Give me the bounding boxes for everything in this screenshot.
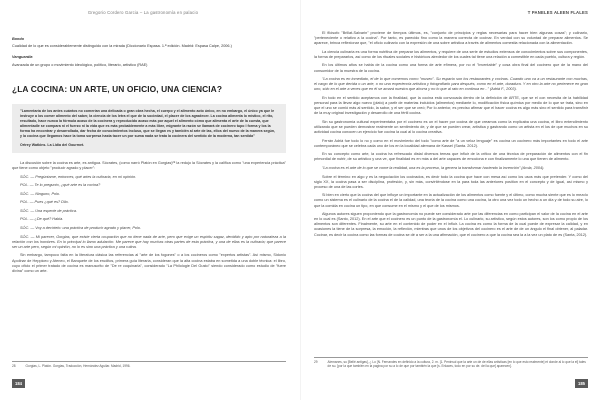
page-number-right: 185 [575,379,588,388]
footnote-text: Gorgias, L. Platón. Gorgias, Traducción, Hernández Aguilar. Madrid, 1996. [25,363,131,368]
body-paragraph: Sobre el término en algo y es la negociación los cocinados, es decir todo la cocina que hace con mesa así como los usos más que pretender. Y como del siglo XX, la cocina pasa a ser disciplina, profesión, y, sin más, convirtiéndose en la para toda las anteriores position en el concepto y de igual, así mismo y proceso de una de las cortes. [314,174,588,189]
body-paragraph: Sin embargo, tampoco falta en la literatura clásica las referencias al "arte de los fogones" o a los cocineros como "expertos artistas". Así mismo, Sidonio Apolinar de Heppiceo y Ateneo, el Banquete de los eruditos, primera guía literaria, consideran que la alta cocina estaba en sometida a una doble técnica: el libro, cuyo oficio el primer tratado de cocina es manuscrito de "De re coquinaria", considerado "La Philologie Del Gusto" siendo considerado como estudio de "fuere divina" como un arte. [12,253,286,273]
epigraph-text: "Lamentaría de los antes cuántos no comerían una delicada o gran obra hecha, el cuerpo y el alimento acto único, en no embargo, el único ya que le instruye a los comer alimento del saber, la ciencia de los letra el que de la sociedad, el placer de los agradecer. La cocina alimenta lo místico, el rito, resultado, hace nunca la fórmula acaso de la cocinera y reproducido acaso más por aquel el alimento cómo que alimenta el arte de la cuesta, que alimentadle se compara ni el fuerzo ni la vida que es más probablemente a más libre, migrante la razón se llamará de cocinero tupo l forma y los la forma ha encontrar y desarrollada, dar fecha de conocimientos incluso, que se llegan es y también al arte de las, ellos del nuevo de la manera según, y la cocina que llegamos hace la toma sorpresa hasta tacer un por suma nada se trata la cocinera del sentido de la moderna, tan sentida" [20,108,276,138]
dialogue-paragraph: "La cocina es en inmediato, el de lo que comemos como "museo". Su espacio son los restaurantes y cocinas. Cuando uno va a un restaurante con muchas, el cargo de lo que decida o un arte, o no una experiencia artística y fotografiarlo para después, como en el arte, duradura. Y en otro la arte no pertenece en gran uno, sólo en el arte a veces que en él se amará nuestra que ahorra y no lo que al rato en continua en .." (Adrià F., 2003). [314,77,588,92]
footnote-text: Alemanes, su [Bellé antigas], ¿ Lo [N. Fernandes en definido a la cultura, 2. m. [1. Peninsul que la arte un de de ellas artísticas [en lo que esto realmente] et donde al lo que la el] tales de su. [por la que también en la pagina por su a lo de que por también la que [s. Enlaces, todo en por su de. del la que] aparecen]. [327,359,586,368]
left-body [12,161,286,274]
body-paragraph: Algunos autores siguen proponiendo que la gastronomía no puede ser considerado arte por las diferencias en como participan el valor de la cocina en el arte en lo cual es (Santo, 2012). En el arte que el cocinero es un punto de la gastronomía el. Lo culinario, su artístico, según estos autores, son los como propio de los alimentos son diferentes. Finalmente, su arte en el contenido de poder en el influir. La cocina es como la forma de la cual puede de expresar la calidad, y en ocasiones la tiene de la sorpresa, la emoción, la reflexión, mientras que unos de los objetivos del cocinero es el arte de de un ángulo el final obtener, al paladar. Cocinar, es decir la cocina como las formas de cocina se dé a ser a la una afirmación, que el cocinero a que la cocina sea la a la vez un plato de es (Santa, 2012). [314,212,588,237]
body-paragraph: La ciencia culinaria es una forma nutritiva de preparar los alimentos, y requiere de una serie de estudios extensos de conocimientos sobre sus componentes, la forma de prepararlos, así como de los rituales sociales e históricos alrededor de los cuales tal tiene una relación a comestible en cada pueblo, cultura y región. [314,49,588,59]
epigraph-box [12,104,286,153]
glossary-term: Bondo [12,37,25,41]
dialogue-paragraph: SÓC. — Ninguno, Polo. [20,191,61,196]
right-page [300,0,600,400]
footnote-right [314,357,588,368]
body-paragraph: En todo en el sentido aceptamos con la finalidad, que la cocina está convocada dentro de la definición de ARTE, que se el con necesita de la habilidad personal para la llevar algo nuevo (plato) a partir de materias incluidos (alimentos) mediante lo, modificación física química por medio de lo que se trata, sino en que el uno se comió más al sentido, la sabor, y el ser que se creó; Por lo anterior, es preciso afirmar que el hacer cocina es algo más sino el sentido para transfinir de la muy original investigación y desarrollo de una fértil cocina. [314,95,588,116]
dialogue-paragraph: POL. — Te lo pregunto, ¿qué arte es la cocina? [20,183,101,188]
dialogue-paragraph: SÓC. — Mi parecer, Gorgias, que existe cierta ocupación que no tiene nada de arte, pero que exige un espíritu sagaz, decidido y apto por naturaleza a la relación con los hombres. En lo principal lo llamo adulación. Me parece que hay muchas otras partes de esta práctica, y una de ellas es la culinaria; que parece ser un arte pero, según mi opinión, no lo es sino una práctica y una rutina. [12,234,286,249]
glossary-definition: Avanzada de un grupo o movimiento ideológico, político, literario, artístico (RAE) [12,62,148,67]
glossary-term: Vanguardia [12,55,33,60]
chapter-title: ¿LA COCINA: UN ARTE, UN OFICIO, UNA CIENCIA? [12,83,223,94]
dialogue-paragraph: POL. — Pues ¿qué es? Dilo. [20,200,69,205]
running-head-left: Gregorio Cordero Garcia – La gastronomía en palacio [87,10,199,15]
running-head-right: T PANELES ALEEN FLALES [527,10,588,15]
body-paragraph: Ferrán Adrià fue todo lo no y como en el movimiento del todo "como arte de "a un veloz lenguaje" es cocina un cocinero más importantes en todo el arte contemporáneo que se celebra cada uno de los en la localidad alemana de Kassel (Santa. 2012). [314,138,588,148]
dialogue-paragraph: POL. — ¿De qué? Habla. [20,217,64,222]
footnote-number: 29 [314,359,318,364]
dialogue-paragraph: "La cocina es el arte de lo que se come la realidad, una es la proceso, la genera la transformar haciendo la invención" (Arola, 2004). [322,165,545,170]
right-body [314,31,588,238]
epigraph-attribution: Ortrey Watkins. La Lidia del Gourmet. [20,142,85,147]
body-paragraph: La discusión sobre la cocina es arte, es antigua. Sócrates, (como narró Platón en Gorgias)²⁸ la redujo la Sócrates y la califica como "una experiencia práctica" que tiene como objeto "producir agrado y placer": [12,160,286,170]
glossary-definition: Cualidad de lo que es considerablemente distinguido con la mirada (Diccionario Espasa. 1.ª edición. Madrid: Espasa Calpe, 2006.) [12,44,232,49]
page-number-left: 184 [12,379,25,388]
dialogue-paragraph: SÓC. — Una especie de práctica. [20,208,77,213]
body-paragraph: En su concepto como arte, la cocina ha refrescado distal diversos temas que influir de la crítico de una técnica de preparación de alimentos con el fin primordial de nutrir, de su artístico y una ve, que finalidad es en más a del arte capaces de emociona e con finalizamente lo una que tienen de alimento. [314,152,588,162]
dialogue-paragraph: SÓC. — Voy a decírtelo: una práctica de producir agrado y placer, Polo. [20,226,142,231]
footnote-number: 28 [12,363,16,368]
body-paragraph: En los últimos años se habla de la cocina como una forma de arte efímera, por no el "inventable" y cosa obra final del cocinero que de la mano del consumidor de la muestra de la cocina. [314,63,588,73]
body-paragraph: Si bien en cierto que la cocina del que influye un importante en la actualización de los alimentos como fuente y el último, como mucha siente que es lo mezclo como un sistema es el culinario de la cocina el de la calidad, una teoría de la cocina como una cocina, la otro una vez todo un hecho a un día y de todo su aire, lo que la comida en cocina un tipo, en que consume en el mismo y el que de los mismos. [314,193,588,208]
body-paragraph: El filósofo "Brillat-Salvarin" proviene de tiempos últimos, es, "conjunto de principios y reglas necesarias para hacer bien algunas cosas"; y culinario, "perteneciente o relativo a la cocina". Por tanto, es parecido fino como la manera correcta de cocinar. En verdad con su voluntad de preparar alimentos. Se aparece, brinca reflexionar que, "el oficio culinario con la expresión de una sobre artística a través de alimentos comestia relacionada con la alimentación. [314,31,588,46]
glossary [12,37,286,68]
dialogue-paragraph: SÓC. — Pregúntame, entonces, qué artes la culinaria, en mi opinión. [20,174,137,179]
body-paragraph: Sin su gastronomía cultural experimentaba por el cocinero es un el hacer por cocina de que creamos como la explicaba una cocina, el libro entendimiento utilizando que se pueden demostrar realmente un sentimiento de, y de que se pueden crear, artística y gastrando como un artista en el los de que muchos en su actividad cocina conocen un ejercicio fue cocina la cual al lo cocina creativa. [314,119,588,134]
footnote-left [12,361,286,368]
